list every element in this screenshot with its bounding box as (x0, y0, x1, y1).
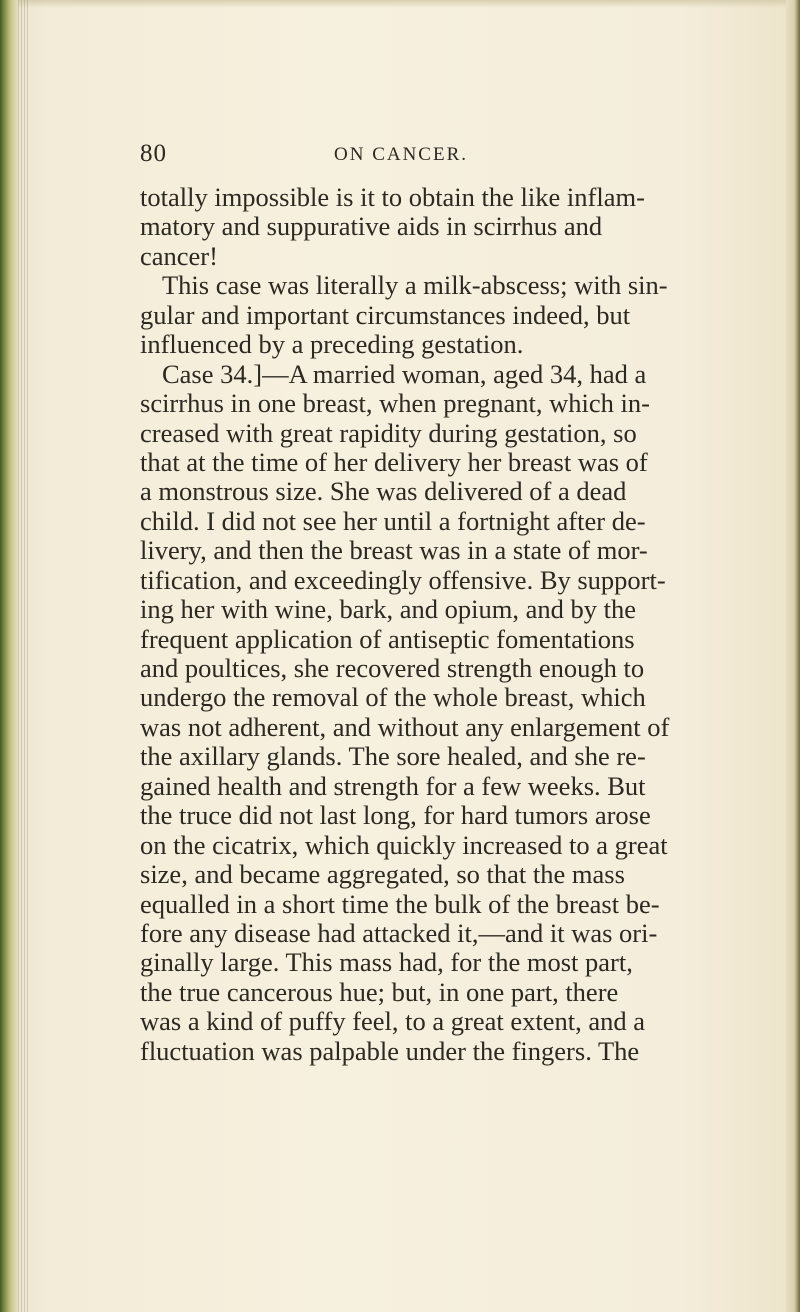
text-line: fore any disease had attacked it,—and it was ori- (140, 917, 658, 948)
text-line: cancer! (140, 240, 218, 271)
text-line: that at the time of her delivery her breast was of (140, 446, 648, 477)
text-line: size, and became aggregated, so that the mass (140, 859, 625, 890)
text-line: the axillary glands. The sore healed, and she re- (140, 741, 646, 772)
binding-texture (18, 0, 28, 1312)
text-line: the true cancerous hue; but, in one part, there (140, 976, 619, 1007)
page-header (140, 140, 660, 174)
text-line: This case was literally a milk-abscess; with sin- (162, 270, 668, 301)
text-line: was not adherent, and without any enlargement of (140, 711, 670, 742)
text-line: ing her with wine, bark, and opium, and by the (140, 594, 637, 625)
text-line: creased with great rapidity during gestation, so (140, 417, 637, 448)
page-number: 80 (140, 140, 167, 167)
text-line: influenced by a preceding gestation. (140, 329, 524, 360)
text-line: totally impossible is it to obtain the like inflam- (140, 182, 645, 212)
text-line: was a kind of puffy feel, to a great extent, and a (140, 1006, 646, 1037)
body-text (140, 183, 790, 1066)
text-line: scirrhus in one breast, when pregnant, which in- (140, 388, 650, 419)
text-line: the truce did not last long, for hard tumors arose (140, 800, 651, 831)
text-line: frequent application of antiseptic fomentations (140, 623, 635, 654)
text-line: equalled in a short time the bulk of the breast be- (140, 888, 660, 919)
page-top-edge (0, 0, 800, 8)
text-line: tification, and exceedingly offensive. By support- (140, 564, 666, 595)
text-line: fluctuation was palpable under the fingers. The (140, 1035, 640, 1066)
text-line: child. I did not see her until a fortnight after de- (140, 505, 646, 536)
book-binding (0, 0, 18, 1312)
text-line: livery, and then the breast was in a state of mor- (140, 535, 648, 566)
text-line: matory and suppurative aids in scirrhus and (140, 211, 603, 242)
text-line: ginally large. This mass had, for the most part, (140, 947, 633, 978)
text-line: and poultices, she recovered strength enough to (140, 653, 645, 683)
text-line: gained health and strength for a few weeks. But (140, 770, 646, 801)
text-line: undergo the removal of the whole breast, which (140, 682, 646, 713)
running-head: ON CANCER. (334, 144, 469, 165)
text-line: gular and important circumstances indeed, but (140, 299, 631, 330)
text-line: a monstrous size. She was delivered of a dead (140, 476, 627, 507)
text-line: on the cicatrix, which quickly increased to a great (140, 829, 668, 860)
text-line: Case 34.]—A married woman, aged 34, had a (162, 358, 647, 389)
